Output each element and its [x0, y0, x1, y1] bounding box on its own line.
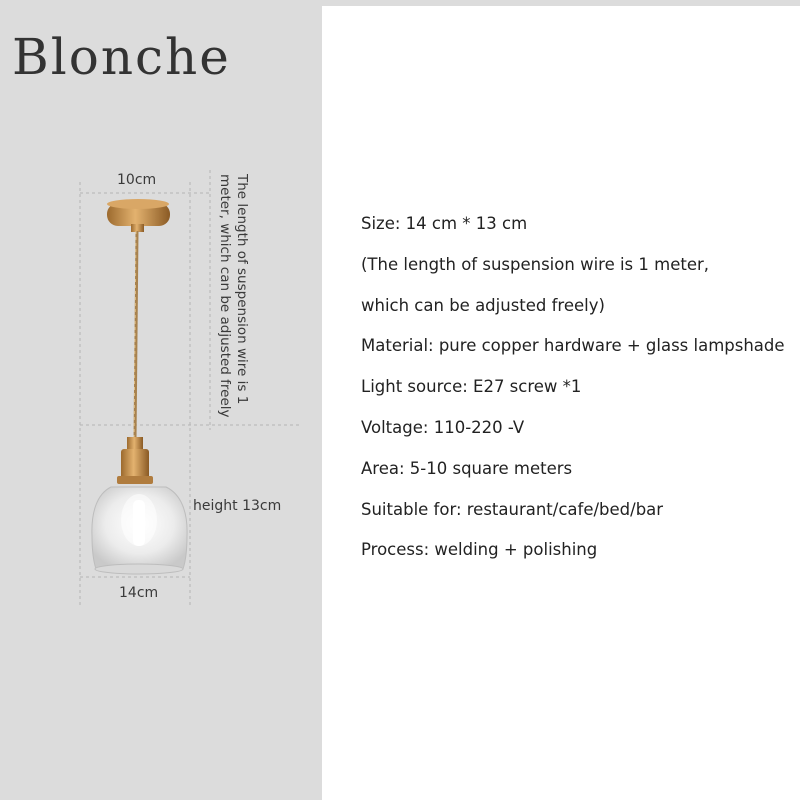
spec-voltage: Voltage: 110-220 -V: [361, 417, 525, 437]
spec-light-source: Light source: E27 screw *1: [361, 377, 582, 397]
spec-wire-note-1: (The length of suspension wire is 1 meter,: [361, 254, 710, 274]
bottom-width-label: 14cm: [119, 585, 159, 601]
spec-size: Size: 14 cm * 13 cm: [361, 214, 528, 233]
lamp-socket: [117, 437, 153, 484]
spec-suitable-for: Suitable for: restaurant/cafe/bed/bar: [361, 499, 664, 519]
spec-list: [361, 211, 785, 578]
wire-length-note: The length of suspension wire is 1 meter, which can be adjusted freely: [217, 174, 250, 418]
spec-material: Material: pure copper hardware + glass lampshade: [361, 336, 785, 356]
top-strip: [322, 0, 800, 6]
suspension-wire: [134, 231, 137, 440]
height-label: height 13cm: [193, 498, 282, 514]
brand-title: Blonche: [12, 28, 231, 86]
spec-wire-note-2: which can be adjusted freely): [361, 295, 605, 315]
lamp-illustration: [0, 0, 322, 800]
glass-shade: [92, 487, 187, 574]
top-width-label: 10cm: [117, 172, 157, 188]
spec-area: Area: 5-10 square meters: [361, 458, 573, 478]
spec-process: Process: welding + polishing: [361, 540, 598, 560]
ceiling-canopy: [107, 199, 170, 232]
